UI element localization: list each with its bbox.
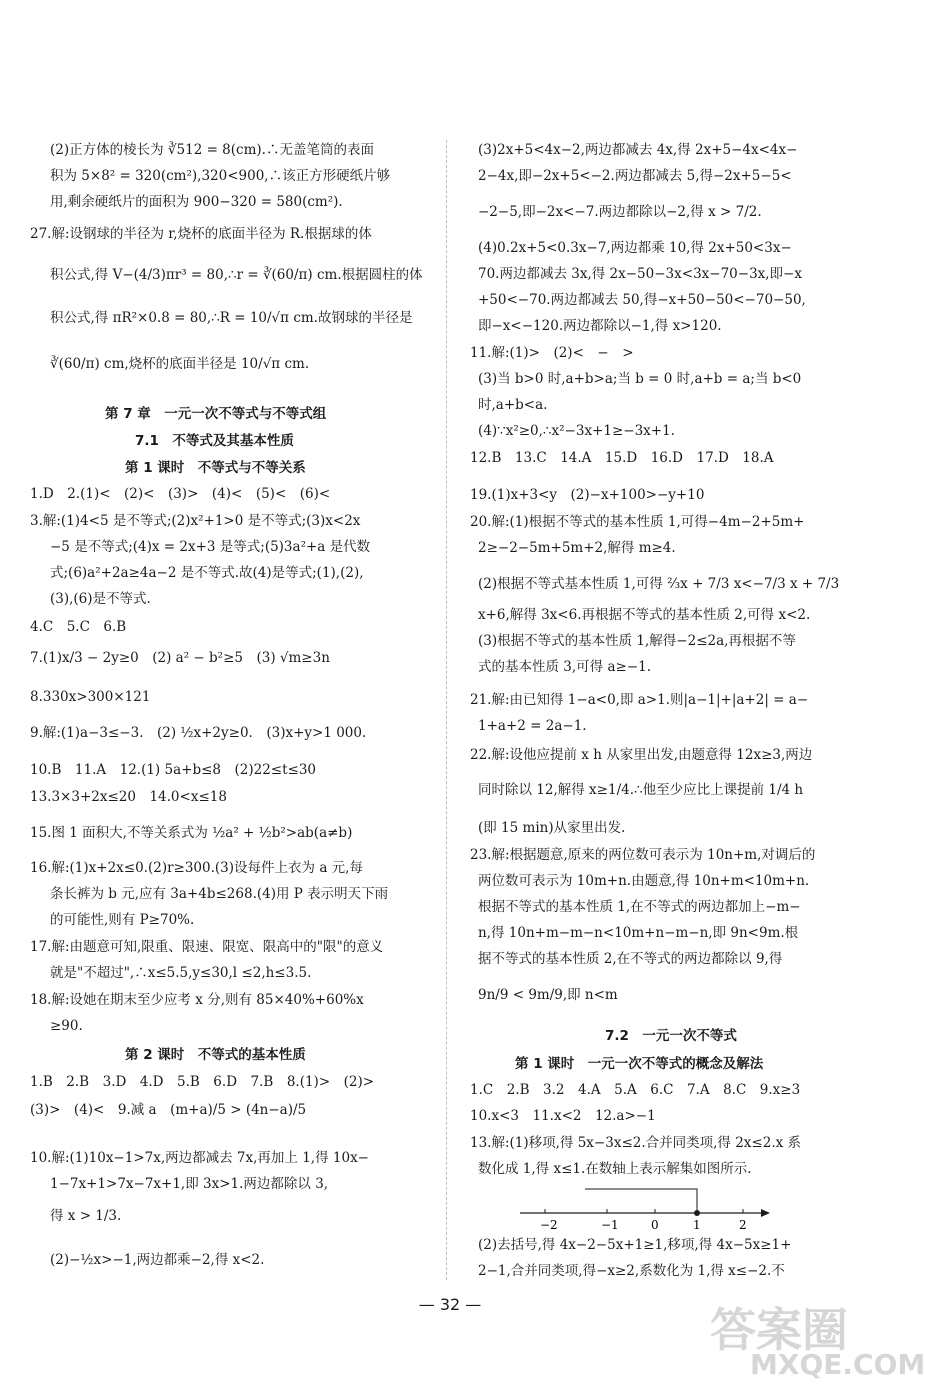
watermark-url-text: MXQE.COM [750,1348,925,1381]
text-line: +50<−70.两边都减去 50,得−x+50−50<−70−50, [478,292,806,308]
lesson-heading: 第 1 课时 不等式与不等关系 [125,460,306,476]
column-divider [446,140,447,1280]
tick-label: 1 [693,1218,701,1232]
text-line: 11.解:(1)> (2)< − > [470,345,634,361]
text-line: 1−7x+1>7x−7x+1,即 3x>1.两边都除以 3, [50,1176,329,1192]
number-line-arrow [761,1209,770,1217]
text-line: 条长裤为 b 元,应有 3a+4b≤268.(4)用 P 表示明天下雨 [50,886,389,902]
text-line: 1.B 2.B 3.D 4.D 5.B 6.D 7.B 8.(1)> (2)> [30,1074,375,1090]
text-line: (4)∵x²≥0,∴x²−3x+1≥−3x+1. [478,423,675,439]
chapter-heading: 第 7 章 一元一次不等式与不等式组 [105,406,327,422]
lesson-heading: 第 2 课时 不等式的基本性质 [125,1047,306,1063]
text-line: ∛(60/π) cm,烧杯的底面半径是 10/√π cm. [50,356,310,372]
text-line: −5 是不等式;(4)x = 2x+3 是等式;(5)3a²+a 是代数 [50,539,371,555]
text-line: 数化成 1,得 x≤1.在数轴上表示解集如图所示. [478,1161,752,1177]
solid-endpoint [694,1210,700,1216]
watermark-logo-text: 答案圈 [710,1303,848,1357]
text-line: 同时除以 12,解得 x≥1/4.∴他至少应比上课提前 1/4 h [478,782,804,798]
text-line: n,得 10n+m−m−n<10m+n−m−n,即 9n<9m.根 [478,925,799,941]
tick-label: −2 [540,1218,558,1232]
text-line: 积公式,得 V−(4/3)πr³ = 80,∴r = ∛(60/π) cm.根据圆柱的体 [50,267,423,283]
text-line: (3)根据不等式的基本性质 1,解得−2≤2a,再根据不等 [478,633,796,649]
text-line: −2−5,即−2x<−7.两边都除以−2,得 x > 7/2. [478,204,762,220]
text-line: 22.解:设他应提前 x h 从家里出发,由题意得 12x≥3,两边 [470,747,813,763]
text-line: 式的基本性质 3,可得 a≥−1. [478,659,652,675]
text-line: 7.(1)x/3 − 2y≥0 (2) a² − b²≥5 (3) √m≥3n [30,650,330,666]
text-line: 积为 5×8² = 320(cm²),320<900,∴该正方形硬纸片够 [50,168,391,184]
number-line-figure [515,1185,775,1233]
text-line: 时,a+b<a. [478,397,548,413]
text-line: (2)去括号,得 4x−2−5x+1≥1,移项,得 4x−5x≥1+ [478,1237,792,1253]
text-line: 9.解:(1)a−3≤−3. (2) ½x+2y≥0. (3)x+y>1 000. [30,725,367,741]
section-heading: 7.2 一元一次不等式 [605,1028,737,1044]
text-line: 1.C 2.B 3.2 4.A 5.A 6.C 7.A 8.C 9.x≥3 [470,1082,801,1098]
section-heading: 7.1 不等式及其基本性质 [135,433,294,449]
tick-label: 2 [739,1218,747,1232]
text-line: (3),(6)是不等式. [50,591,151,607]
text-line: 积公式,得 πR²×0.8 = 80,∴R = 10/√π cm.故钢球的半径是 [50,310,413,326]
text-line: (3)当 b>0 时,a+b>a;当 b = 0 时,a+b = a;当 b<0 [478,371,802,387]
text-line: (即 15 min)从家里出发. [478,820,626,836]
text-line: 用,剩余硬纸片的面积为 900−320 = 580(cm²). [50,194,343,210]
tick-label: −1 [601,1218,619,1232]
text-line: 2−4x,即−2x+5<−2.两边都减去 5,得−2x+5−5< [478,168,792,184]
text-line: 8.330x>300×121 [30,689,151,705]
text-line: 23.解:根据题意,原来的两位数可表示为 10n+m,对调后的 [470,847,816,863]
text-line: 就是"不超过",∴x≤5.5,y≤30,l ≤2,h≤3.5. [50,965,312,981]
text-line: (3)2x+5<4x−2,两边都减去 4x,得 2x+5−4x<4x− [478,142,798,158]
text-line: 的可能性,则有 P≥70%. [50,912,195,928]
text-line: (2)−½x>−1,两边都乘−2,得 x<2. [50,1252,265,1268]
text-line: x+6,解得 3x<6.再根据不等式的基本性质 2,可得 x<2. [478,607,811,623]
text-line: 4.C 5.C 6.B [30,619,127,635]
text-line: 根据不等式的基本性质 1,在不等式的两边都加上−m− [478,899,801,915]
text-line: 1.D 2.(1)< (2)< (3)> (4)< (5)< (6)< [30,486,331,502]
text-line: 16.解:(1)x+2x≤0.(2)r≥300.(3)设每件上衣为 a 元,每 [30,860,363,876]
text-line: 即−x<−120.两边都除以−1,得 x>120. [478,318,722,334]
lesson-heading: 第 1 课时 一元一次不等式的概念及解法 [515,1056,764,1072]
solution-set-bracket [585,1189,697,1213]
page-number: — 32 — [418,1295,482,1314]
text-line: 17.解:由题意可知,限重、限速、限宽、限高中的"限"的意义 [30,939,384,955]
text-line: (2)正方体的棱长为 ∛512 = 8(cm).∴无盖笔筒的表面 [50,142,374,158]
text-line: 15.图 1 面积大,不等关系式为 ½a² + ½b²>ab(a≠b) [30,825,353,841]
text-line: 20.解:(1)根据不等式的基本性质 1,可得−4m−2+5m+ [470,514,805,530]
text-line: 18.解:设她在期末至少应考 x 分,则有 85×40%+60%x [30,992,364,1008]
text-line: 21.解:由已知得 1−a<0,即 a>1.则|a−1|+|a+2| = a− [470,692,809,708]
text-line: 13.3×3+2x≤20 14.0<x≤18 [30,789,227,805]
text-line: (4)0.2x+5<0.3x−7,两边都乘 10,得 2x+50<3x− [478,240,792,256]
text-line: 27.解:设钢球的半径为 r,烧杯的底面半径为 R.根据球的体 [30,226,372,242]
text-line: 70.两边都减去 3x,得 2x−50−3x<3x−70−3x,即−x [478,266,802,282]
text-line: 13.解:(1)移项,得 5x−3x≤2.合并同类项,得 2x≤2.x 系 [470,1135,802,1151]
text-line: 据不等式的基本性质 2,在不等式的两边都除以 9,得 [478,951,783,967]
text-line: (3)> (4)< 9.减 a (m+a)/5 > (4n−a)/5 [30,1102,307,1118]
text-line: 10.解:(1)10x−1>7x,两边都减去 7x,再加上 1,得 10x− [30,1150,369,1166]
text-line: 两位数可表示为 10m+n.由题意,得 10n+m<10m+n. [478,873,810,889]
text-line: 10.x<3 11.x<2 12.a>−1 [470,1108,656,1124]
text-line: 3.解:(1)4<5 是不等式;(2)x²+1>0 是不等式;(3)x<2x [30,513,361,529]
text-line: 19.(1)x+3<y (2)−x+100>−y+10 [470,487,705,503]
text-line: 2≥−2−5m+5m+2,解得 m≥4. [478,540,676,556]
text-line: 得 x > 1/3. [50,1208,122,1224]
watermark [690,1290,925,1390]
text-line: 1+a+2 = 2a−1. [478,718,587,734]
text-line: 9n/9 < 9m/9,即 n<m [478,987,618,1003]
text-line: 2−1,合并同类项,得−x≥2,系数化为 1,得 x≤−2.不 [478,1263,785,1279]
text-line: ≥90. [50,1018,83,1034]
text-line: (2)根据不等式基本性质 1,可得 ⅔x + 7/3 x<−7/3 x + 7/3 [478,576,840,592]
text-line: 10.B 11.A 12.(1) 5a+b≤8 (2)22≤t≤30 [30,762,317,778]
tick-label: 0 [651,1218,659,1232]
text-line: 12.B 13.C 14.A 15.D 16.D 17.D 18.A [470,450,774,466]
text-line: 式;(6)a²+2a≥4a−2 是不等式.故(4)是等式;(1),(2), [50,565,364,581]
